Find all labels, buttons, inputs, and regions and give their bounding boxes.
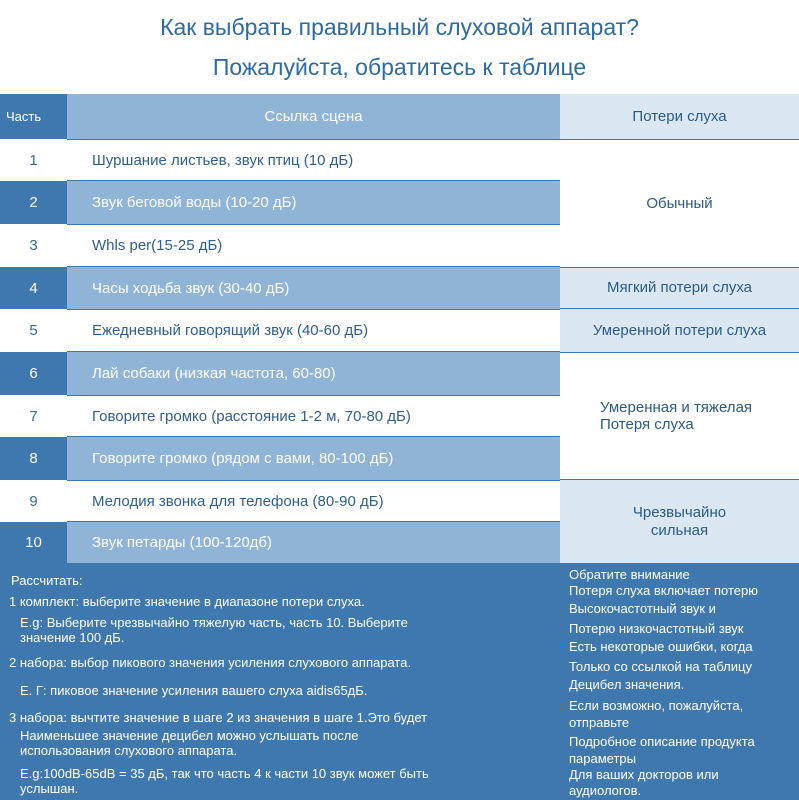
calc-step-3-example-cont: услышан.	[20, 781, 79, 796]
row-reference: Звук петарды (100-120дб)	[67, 522, 560, 563]
row-reference: Часы ходьба звук (30-40 дБ)	[67, 267, 560, 309]
loss-group-label-line2: Потеря слуха	[600, 416, 694, 433]
loss-group-mild	[560, 267, 799, 309]
calc-step-3-line3: использования слухового аппарата.	[20, 743, 238, 758]
note-line: аудиологов.	[569, 783, 642, 798]
row-number: 9	[0, 480, 67, 522]
note-panel	[560, 563, 799, 800]
loss-group-moderate-severe	[560, 352, 799, 480]
loss-group-label: Мягкий потери слуха	[606, 279, 753, 297]
calc-step-2: 2 набора: выбор пикового значения усиления слухового аппарата.	[9, 655, 412, 670]
loss-group-moderate	[560, 309, 799, 352]
row-reference: Звук беговой воды (10-20 дБ)	[67, 181, 560, 224]
row-number: 3	[0, 224, 67, 267]
header-reference-scene: Ссылка сцена	[67, 94, 560, 139]
calc-step-2-example: Е. Г: пиковое значение усиления вашего слуха aidis65дБ.	[20, 683, 368, 698]
row-number: 7	[0, 395, 67, 437]
note-title: Обратите внимание	[569, 567, 690, 582]
note-line: Для ваших докторов или	[569, 767, 719, 782]
note-line: отправьте	[569, 715, 630, 730]
calc-step-1-example-cont: значение 100 дБ.	[20, 630, 125, 645]
loss-group-normal	[560, 139, 799, 267]
page-title: Как выбрать правильный слуховой аппарат?	[160, 14, 639, 40]
row-reference: Шуршание листьев, звук птиц (10 дБ)	[67, 139, 560, 181]
note-line: Если возможно, пожалуйста,	[569, 698, 744, 713]
row-number: 6	[0, 352, 67, 395]
row-number: 10	[0, 522, 67, 563]
note-line: Потерю низкочастотный звук	[569, 621, 744, 636]
calc-step-1: 1 комплект: выберите значение в диапазоне потери слуха.	[9, 594, 365, 609]
row-reference: Ежедневный говорящий звук (40-60 дБ)	[67, 309, 560, 352]
loss-group-label: Обычный	[646, 194, 713, 212]
note-line: Децибел значения.	[569, 677, 685, 692]
loss-group-extreme	[560, 480, 799, 563]
row-number: 2	[0, 181, 67, 224]
row-number: 5	[0, 309, 67, 352]
note-line: Подробное описание продукта	[569, 734, 755, 749]
row-number: 8	[0, 437, 67, 480]
calculation-panel	[0, 563, 560, 800]
calc-step-3: 3 набора: вычтите значение в шаге 2 из значения в шаге 1.Это будет	[9, 710, 428, 725]
note-line: параметры	[569, 751, 636, 766]
row-reference: Мелодия звонка для телефона (80-90 дБ)	[67, 480, 560, 522]
calc-step-3-line2: Наименьшее значение децибел можно услышать после	[20, 728, 359, 743]
note-line: Высокочастотный звук и	[569, 601, 716, 616]
row-reference: Говорите громко (рядом с вами, 80-100 дБ)	[67, 437, 560, 480]
row-number: 4	[0, 267, 67, 309]
page-subtitle: Пожалуйста, обратитесь к таблице	[212, 54, 587, 80]
row-reference: Лай собаки (низкая частота, 60-80)	[67, 352, 560, 395]
note-line: Только со ссылкой на таблицу	[569, 659, 752, 674]
header-hearing-loss: Потери слуха	[560, 94, 799, 139]
row-number: 1	[0, 139, 67, 181]
note-line: Потеря слуха включает потерю	[569, 583, 759, 598]
calc-step-3-example: E.g:100dB-65dB = 35 дБ, так что часть 4 к части 10 звук может быть	[20, 766, 429, 781]
loss-group-label: Умеренной потери слуха	[592, 321, 767, 339]
loss-group-label: Чрезвычайно	[632, 504, 727, 522]
hearing-table	[0, 94, 799, 563]
header-part: Часть	[0, 94, 67, 139]
row-reference: Whls per(15-25 дБ)	[67, 224, 560, 267]
loss-group-label-line2: сильная	[650, 521, 709, 539]
row-reference: Говорите громко (расстояние 1-2 м, 70-80 дБ)	[67, 395, 560, 437]
calc-step-1-example: E.g: Выберите чрезвычайно тяжелую часть, часть 10. Выберите	[20, 615, 408, 630]
note-line: Есть некоторые ошибки, когда	[569, 639, 753, 654]
loss-group-label: Умеренная и тяжелая	[600, 398, 753, 416]
calc-title: Рассчитать:	[11, 573, 83, 588]
